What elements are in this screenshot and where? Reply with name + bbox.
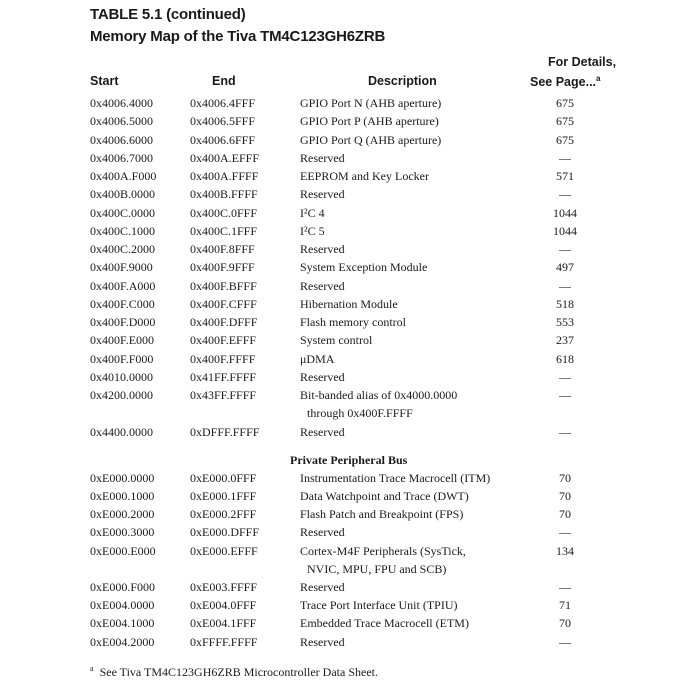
row-page: 70 [559, 616, 571, 630]
row-page: 518 [556, 297, 574, 311]
row-description: μDMA [300, 352, 335, 366]
row-end-address: 0x400F.9FFF [190, 260, 255, 274]
header-start: Start [90, 74, 119, 88]
row-description: Reserved [300, 187, 345, 201]
row-description: Cortex-M4F Peripherals (SysTick, [300, 544, 466, 558]
row-description: Reserved [300, 525, 345, 539]
header-end: End [212, 74, 236, 88]
row-end-address: 0x400A.EFFF [190, 151, 260, 165]
header-description: Description [368, 74, 437, 88]
row-start-address: 0x400F.A000 [90, 279, 156, 293]
row-description: Reserved [300, 151, 345, 165]
header-details-line1: For Details, [548, 55, 617, 69]
row-end-address: 0x41FF.FFFF [190, 370, 257, 384]
row-end-address: 0x4006.4FFF [190, 96, 256, 110]
row-end-address: 0xE004.1FFF [190, 616, 257, 630]
row-description: EEPROM and Key Locker [300, 169, 429, 183]
row-description: Reserved [300, 635, 345, 649]
row-description: GPIO Port P (AHB aperture) [300, 114, 439, 128]
row-page: 134 [556, 544, 574, 558]
table-subtitle: Memory Map of the Tiva TM4C123GH6ZRB [90, 28, 386, 45]
row-start-address: 0x4006.5000 [90, 114, 153, 128]
row-description: System Exception Module [300, 260, 428, 274]
row-page: — [559, 425, 571, 439]
row-start-address: 0x4400.0000 [90, 425, 153, 439]
row-end-address: 0xE003.FFFF [190, 580, 258, 594]
table-title: TABLE 5.1 (continued) [90, 6, 246, 23]
row-end-address: 0xFFFF.FFFF [190, 635, 258, 649]
row-description: Bit-banded alias of 0x4000.0000 [300, 388, 458, 402]
row-start-address: 0xE004.0000 [90, 598, 155, 612]
row-description: Reserved [300, 425, 345, 439]
row-start-address: 0x400F.E000 [90, 333, 155, 347]
row-description-cont: through 0x400F.FFFF [307, 406, 413, 420]
row-description: Flash memory control [300, 315, 406, 329]
row-end-address: 0x400F.DFFF [190, 315, 258, 329]
row-start-address: 0x4006.4000 [90, 96, 153, 110]
row-page: — [559, 279, 571, 293]
row-end-address: 0x400F.8FFF [190, 242, 255, 256]
row-start-address: 0x400C.2000 [90, 242, 156, 256]
row-start-address: 0x400C.1000 [90, 224, 156, 238]
row-end-address: 0xE000.0FFF [190, 471, 257, 485]
row-description: I²C 4 [300, 206, 325, 220]
row-start-address: 0xE000.E000 [90, 544, 156, 558]
row-end-address: 0xE000.2FFF [190, 507, 257, 521]
row-end-address: 0xDFFF.FFFF [190, 425, 260, 439]
row-page: 70 [559, 489, 571, 503]
row-page: 675 [556, 114, 574, 128]
row-end-address: 0x400F.FFFF [190, 352, 256, 366]
row-end-address: 0x400A.FFFF [190, 169, 259, 183]
row-page: 571 [556, 169, 574, 183]
row-start-address: 0x4200.0000 [90, 388, 153, 402]
row-page: 1044 [553, 206, 577, 220]
row-end-address: 0x400F.EFFF [190, 333, 257, 347]
row-description-cont: NVIC, MPU, FPU and SCB) [307, 562, 447, 576]
row-page: 675 [556, 96, 574, 110]
row-description: Reserved [300, 279, 345, 293]
footnote [90, 664, 378, 680]
row-description: Trace Port Interface Unit (TPIU) [300, 598, 458, 612]
header-details-text: See Page... [530, 75, 597, 90]
row-start-address: 0x400B.0000 [90, 187, 156, 201]
row-start-address: 0xE004.2000 [90, 635, 155, 649]
row-description: Instrumentation Trace Macrocell (ITM) [300, 471, 491, 485]
header-details-line2 [530, 74, 600, 89]
row-description: GPIO Port Q (AHB aperture) [300, 133, 442, 147]
row-start-address: 0x400F.F000 [90, 352, 154, 366]
row-start-address: 0xE000.3000 [90, 525, 155, 539]
header-details-mark: a [596, 74, 601, 83]
row-end-address: 0xE000.1FFF [190, 489, 257, 503]
row-start-address: 0xE000.2000 [90, 507, 155, 521]
row-start-address: 0x400F.C000 [90, 297, 155, 311]
row-page: — [559, 388, 571, 402]
footnote-text: See Tiva TM4C123GH6ZRB Microcontroller Data Sheet. [99, 665, 378, 679]
footnote-mark: a [90, 664, 94, 673]
row-page: — [559, 370, 571, 384]
row-description: Reserved [300, 242, 345, 256]
row-end-address: 0x400C.0FFF [190, 206, 258, 220]
row-end-address: 0xE000.EFFF [190, 544, 258, 558]
row-page: 1044 [553, 224, 577, 238]
row-start-address: 0x4006.7000 [90, 151, 153, 165]
row-end-address: 0xE004.0FFF [190, 598, 257, 612]
row-page: 497 [556, 260, 574, 274]
row-end-address: 0x400F.BFFF [190, 279, 257, 293]
row-start-address: 0xE004.1000 [90, 616, 155, 630]
row-description: GPIO Port N (AHB aperture) [300, 96, 442, 110]
section-label: Private Peripheral Bus [290, 453, 408, 467]
row-page: 71 [559, 598, 571, 612]
row-start-address: 0x400F.D000 [90, 315, 156, 329]
row-start-address: 0x400F.9000 [90, 260, 153, 274]
row-page: — [559, 635, 571, 649]
row-page: 70 [559, 507, 571, 521]
row-page: 675 [556, 133, 574, 147]
row-description: Hibernation Module [300, 297, 398, 311]
row-end-address: 0x4006.5FFF [190, 114, 256, 128]
row-end-address: 0xE000.DFFF [190, 525, 260, 539]
row-end-address: 0x400C.1FFF [190, 224, 258, 238]
row-start-address: 0xE000.F000 [90, 580, 156, 594]
row-description: Data Watchpoint and Trace (DWT) [300, 489, 469, 503]
row-description: Reserved [300, 370, 345, 384]
row-description: Flash Patch and Breakpoint (FPS) [300, 507, 464, 521]
row-page: 553 [556, 315, 574, 329]
row-page: 70 [559, 471, 571, 485]
row-page: — [559, 151, 571, 165]
row-end-address: 0x4006.6FFF [190, 133, 256, 147]
row-start-address: 0xE000.1000 [90, 489, 155, 503]
row-start-address: 0xE000.0000 [90, 471, 155, 485]
row-description: System control [300, 333, 373, 347]
row-start-address: 0x4010.0000 [90, 370, 153, 384]
row-description: Embedded Trace Macrocell (ETM) [300, 616, 469, 630]
row-page: — [559, 242, 571, 256]
row-page: — [559, 580, 571, 594]
row-page: 618 [556, 352, 574, 366]
row-start-address: 0x400A.F000 [90, 169, 157, 183]
row-end-address: 0x43FF.FFFF [190, 388, 257, 402]
row-start-address: 0x400C.0000 [90, 206, 156, 220]
row-page: — [559, 525, 571, 539]
row-description: Reserved [300, 580, 345, 594]
row-page: 237 [556, 333, 574, 347]
row-page: — [559, 187, 571, 201]
row-start-address: 0x4006.6000 [90, 133, 153, 147]
row-end-address: 0x400F.CFFF [190, 297, 257, 311]
row-end-address: 0x400B.FFFF [190, 187, 258, 201]
row-description: I²C 5 [300, 224, 325, 238]
